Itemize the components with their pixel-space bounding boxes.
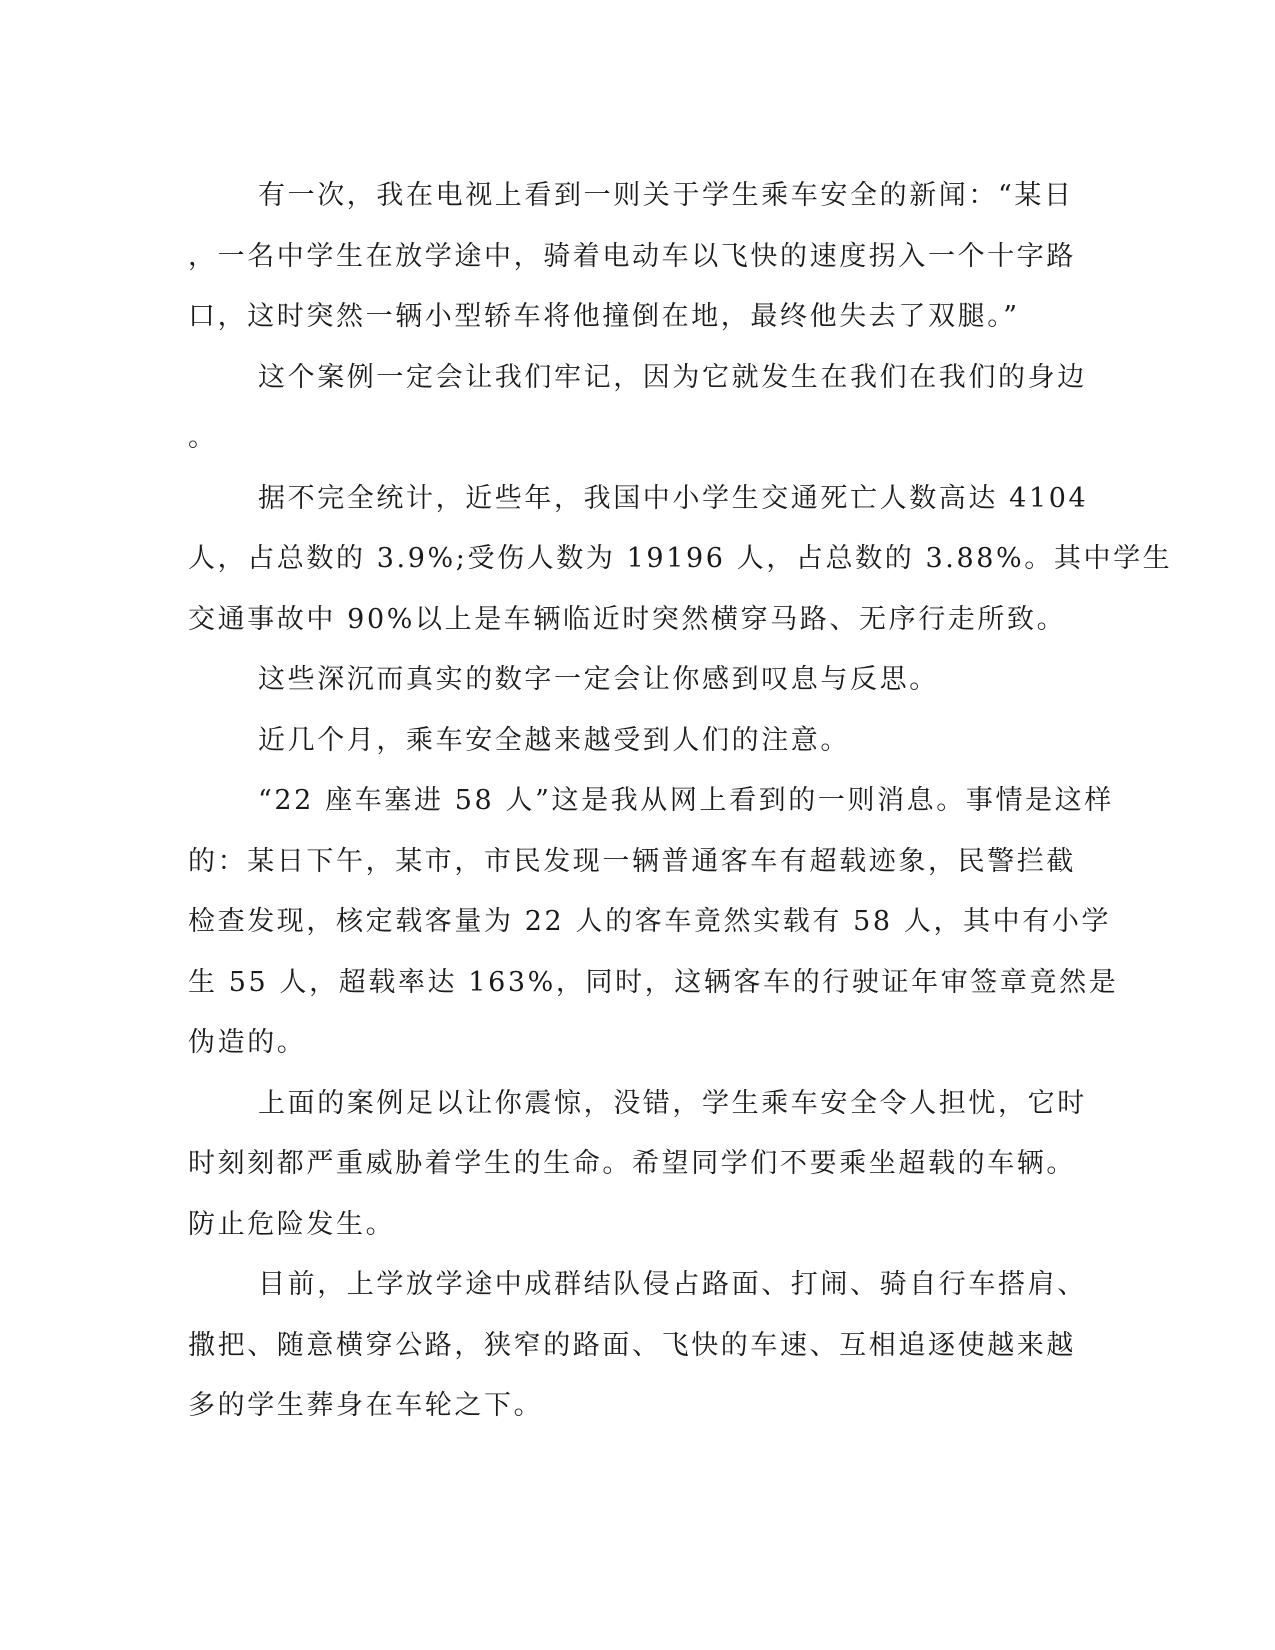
paragraph-overload-case (188, 771, 1119, 1074)
paragraph-line: 这些深沉而真实的数字一定会让你感到叹息与反思。 (258, 664, 939, 695)
paragraph-line: 防止危险发生。 (188, 1208, 396, 1240)
paragraph-line: 撒把、随意横穿公路，狭窄的路面、飞快的车速、互相追逐使越来越 (188, 1329, 1076, 1361)
paragraph-line: 有一次，我在电视上看到一则关于学生乘车安全的新闻：“某日 (258, 180, 1074, 211)
paragraph-news-intro (188, 166, 1076, 348)
paragraph-case-reflection (188, 348, 1087, 469)
paragraph-current-situation (188, 1255, 1087, 1437)
paragraph-line: 的：某日下午，某市，市民发现一辆普通客车有超载迹象，民警拦截 (188, 845, 1076, 877)
paragraph-line: “22 座车塞进 58 人”这是我从网上看到的一则消息。事情是这样 (258, 785, 1114, 816)
paragraph-line: 这个案例一定会让我们牢记，因为它就发生在我们在我们的身边 (258, 361, 1087, 393)
paragraph-statistics (188, 469, 1173, 651)
document-body (188, 166, 1173, 1437)
paragraph-line: 检查发现，核定载客量为 22 人的客车竟然实载有 58 人，其中有小学 (188, 906, 1112, 937)
paragraph-line: 目前，上学放学途中成群结队侵占路面、打闹、骑自行车搭肩、 (258, 1269, 1087, 1300)
paragraph-line: 时刻刻都严重威胁着学生的生命。希望同学们不要乘坐超载的车辆。 (188, 1148, 1076, 1179)
paragraph-numbers-reflection (188, 650, 1068, 711)
paragraph-recent-attention (188, 711, 1068, 772)
paragraph-line: 伪造的。 (188, 1027, 307, 1058)
paragraph-line: 人，占总数的 3.9%;受伤人数为 19196 人，占总数的 3.88%。其中学生 (188, 543, 1173, 574)
paragraph-line: 近几个月，乘车安全越来越受到人们的注意。 (258, 724, 850, 756)
paragraph-line: 口，这时突然一辆小型轿车将他撞倒在地，最终他失去了双腿。” (188, 301, 1020, 332)
paragraph-line: ，一名中学生在放学途中，骑着电动车以飞快的速度拐入一个十字路 (188, 240, 1076, 272)
paragraph-warning (188, 1074, 1087, 1256)
paragraph-line: 生 55 人，超载率达 163%，同时，这辆客车的行驶证年审签章竟然是 (188, 966, 1119, 998)
paragraph-line: 上面的案例足以让你震惊，没错，学生乘车安全令人担忧，它时 (258, 1087, 1087, 1119)
paragraph-line: 交通事故中 90%以上是车辆临近时突然横穿马路、无序行走所致。 (188, 603, 1067, 635)
paragraph-line: 。 (188, 422, 218, 453)
paragraph-line: 据不完全统计，近些年，我国中小学生交通死亡人数高达 4104 (258, 482, 1089, 514)
paragraph-line: 多的学生葬身在车轮之下。 (188, 1390, 544, 1421)
